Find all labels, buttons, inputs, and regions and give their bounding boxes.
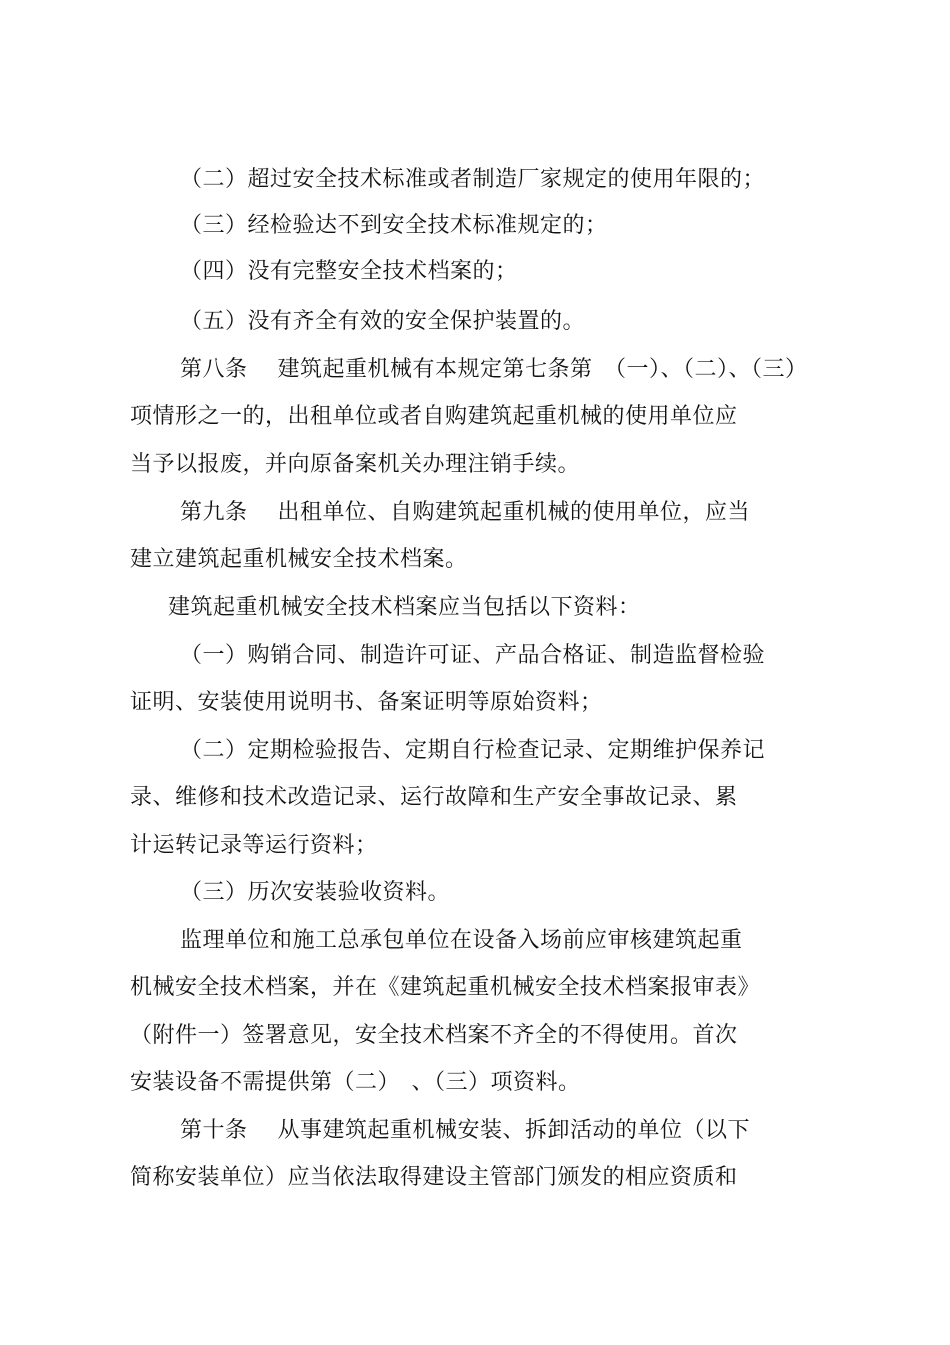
article-9-line-1: 第九条 出租单位、自购建筑起重机械的使用单位，应当 (180, 500, 750, 525)
archive-item-2-line-2: 录、维修和技术改造记录、运行故障和生产安全事故记录、累 (130, 785, 738, 810)
article-8-line-1: 第八条 建筑起重机械有本规定第七条第 （一）、（二）、（三） (180, 357, 808, 382)
article-8-line-3: 当予以报废，并向原备案机关办理注销手续。 (130, 452, 581, 477)
article-10-line-1: 第十条 从事建筑起重机械安装、拆卸活动的单位（以下 (180, 1118, 750, 1143)
article-10-line-2: 简称安装单位）应当依法取得建设主管部门颁发的相应资质和 (130, 1165, 738, 1190)
clause-7-item-3: （三）经检验达不到安全技术标准规定的； (180, 213, 608, 238)
archive-intro: 建筑起重机械安全技术档案应当包括以下资料： (168, 595, 641, 620)
supervision-line-1: 监理单位和施工总承包单位在设备入场前应审核建筑起重 (180, 928, 743, 953)
archive-item-1-line-1: （一）购销合同、制造许可证、产品合格证、制造监督检验 (180, 643, 766, 668)
article-8-line-2: 项情形之一的，出租单位或者自购建筑起重机械的使用单位应 (130, 404, 738, 429)
supervision-line-3: （附件一）签署意见，安全技术档案不齐全的不得使用。首次 (130, 1023, 738, 1048)
archive-item-2-line-1: （二）定期检验报告、定期自行检查记录、定期维护保养记 (180, 738, 766, 763)
supervision-line-4: 安装设备不需提供第（二） 、（三）项资料。 (130, 1070, 581, 1095)
archive-item-2-line-3: 计运转记录等运行资料； (130, 833, 378, 858)
clause-7-item-5: （五）没有齐全有效的安全保护装置的。 (180, 309, 586, 334)
supervision-line-2: 机械安全技术档案，并在《建筑起重机械安全技术档案报审表》 (130, 975, 761, 1000)
article-9-line-2: 建立建筑起重机械安全技术档案。 (130, 547, 468, 572)
clause-7-item-2: （二）超过安全技术标准或者制造厂家规定的使用年限的； (180, 167, 766, 192)
clause-7-item-4: （四）没有完整安全技术档案的； (180, 259, 518, 284)
archive-item-1-line-2: 证明、安装使用说明书、备案证明等原始资料； (130, 690, 603, 715)
archive-item-3: （三）历次安装验收资料。 (180, 880, 451, 905)
